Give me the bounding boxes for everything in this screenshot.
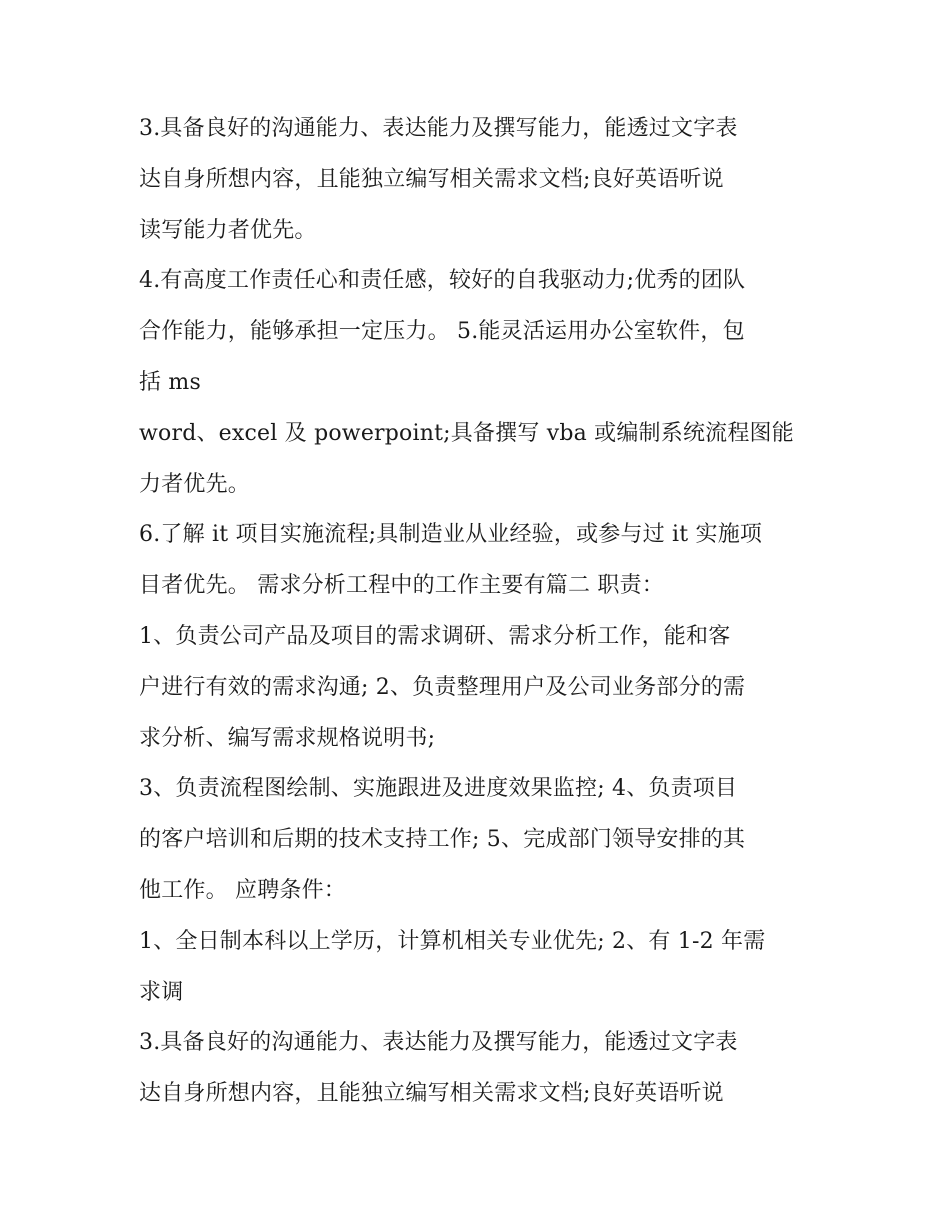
- text-line: 3、负责流程图绘制、实施跟进及进度效果监控; 4、负责项目: [139, 776, 738, 802]
- text-line: 力者优先。: [139, 471, 251, 497]
- text-line: 合作能力，能够承担一定压力。 5.能灵活运用办公室软件，包: [139, 319, 745, 345]
- text-line: 他工作。 应聘条件：: [139, 877, 346, 903]
- text-line: 3.具备良好的沟通能力、表达能力及撰写能力，能透过文字表: [139, 1030, 738, 1056]
- document-body: [139, 104, 829, 1120]
- text-line: 1、全日制本科以上学历，计算机相关专业优先; 2、有 1-2 年需: [139, 928, 766, 954]
- text-line: 达自身所想内容，且能独立编写相关需求文档;良好英语听说: [139, 166, 724, 192]
- text-line: 的客户培训和后期的技术支持工作; 5、完成部门领导安排的其: [139, 827, 746, 853]
- text-line: 6.了解 it 项目实施流程;具制造业从业经验，或参与过 it 实施项: [139, 522, 763, 548]
- text-line: 求调: [139, 979, 184, 1005]
- text-line: 求分析、编写需求规格说明书;: [139, 725, 436, 751]
- text-line: 读写能力者优先。: [139, 217, 317, 243]
- text-line: word、excel 及 powerpoint;具备撰写 vba 或编制系统流程图能: [139, 420, 794, 446]
- text-line: 户进行有效的需求沟通; 2、负责整理用户及公司业务部分的需: [139, 674, 746, 700]
- text-line: 达自身所想内容，且能独立编写相关需求文档;良好英语听说: [139, 1081, 724, 1107]
- text-line: 括 ms: [139, 369, 201, 395]
- text-line: 3.具备良好的沟通能力、表达能力及撰写能力，能透过文字表: [139, 116, 738, 141]
- text-line: 4.有高度工作责任心和责任感，较好的自我驱动力;优秀的团队: [139, 268, 746, 294]
- text-line: 1、负责公司产品及项目的需求调研、需求分析工作，能和客: [139, 623, 731, 649]
- text-line: 目者优先。 需求分析工程中的工作主要有篇二 职责：: [139, 573, 664, 599]
